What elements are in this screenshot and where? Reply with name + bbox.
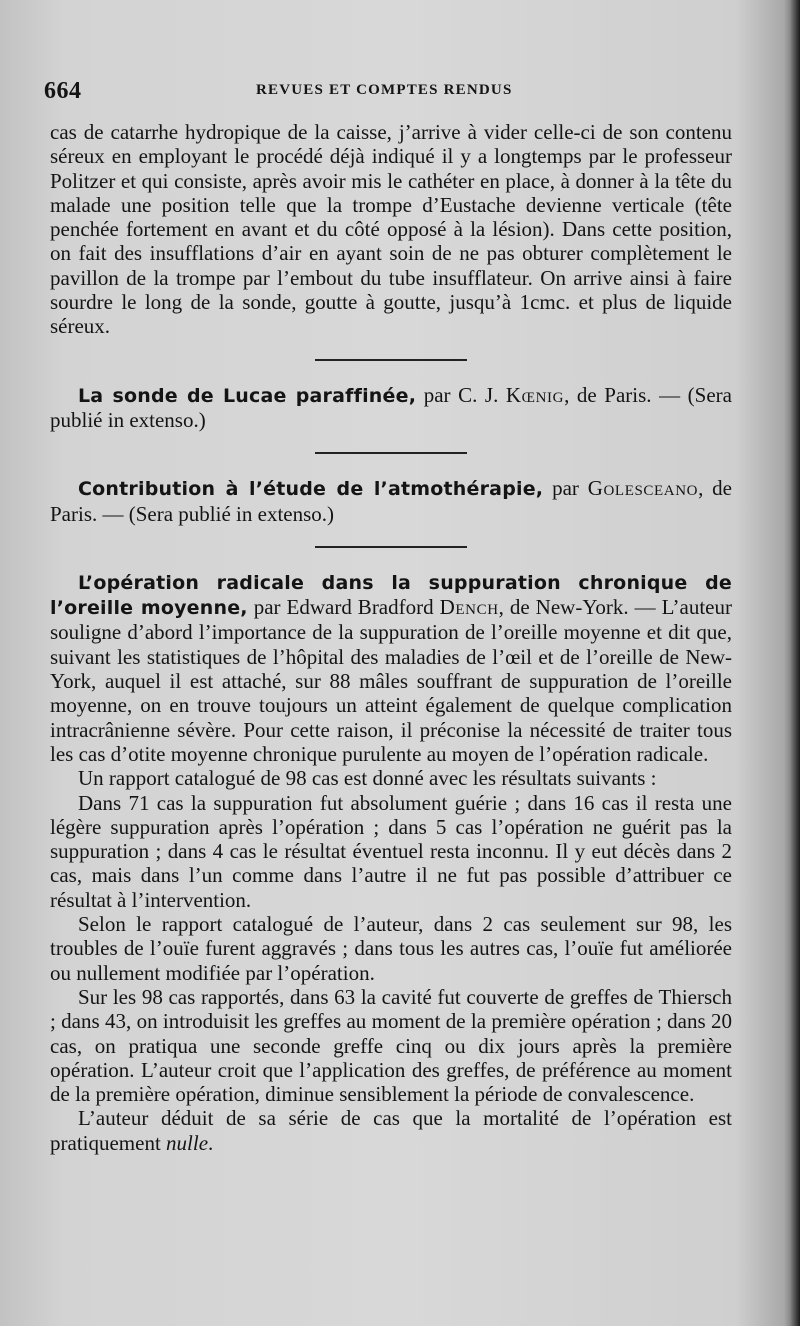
page-edge-shadow	[790, 0, 800, 1326]
entry-author: Golesceano	[587, 476, 699, 501]
entry-atmotherapie: Contribution à l’étude de l’atmothérapie, par Golesceano, de Paris. — (Sera publié in extenso.)	[50, 476, 732, 526]
paragraph-rapport: Un rapport catalogué de 98 cas est donné avec les résultats suivants :	[78, 766, 657, 791]
section-divider	[315, 359, 467, 361]
emphasis-nulle: nulle	[166, 1130, 209, 1155]
entry-operation-radicale: L’opération radicale dans la suppuration chronique de l’oreille moyenne, par Edward Bradford Dench, de New-York. — L’auteur souligne d’abord l’importance de la suppuration de l’oreille moyenne et dit que, suivant les statistiques de l’hôpital des maladies de l’œil et de l’oreille de New-York, auquel il est attaché, sur 88 mâles souffrant de suppuration de l’oreille moyenne, on en trouve toujours un atteint également de quelque complication intracrânienne sévère. Pour cette raison, il préconise la nécessité de traiter tous les cas d’otite moyenne chronique purulente au moyen de l’opération radicale.	[50, 571, 732, 766]
page-number: 664	[44, 78, 82, 104]
paragraph-mortalite: L’auteur déduit de sa série de cas que la mortalité de l’opération est pratiquement nulle.	[50, 1106, 732, 1155]
running-title: REVUES ET COMPTES RENDUS	[256, 82, 513, 98]
entry-lucae-sonde: La sonde de Lucae paraffinée, par C. J. Kœnig, de Paris. — (Sera publié in extenso.)	[50, 382, 732, 432]
paragraph-resultats: Dans 71 cas la suppuration fut absolument guérie ; dans 16 cas il resta une légère suppuration après l’opération ; dans 5 cas l’opération ne guérit pas la suppuration ; dans 4 cas le résultat éventuel resta inconnu. Il y eut décès dans 2 cas, mais dans l’un comme dans l’autre il ne fut pas possible d’attribuer ce résultat à l’intervention.	[50, 790, 732, 912]
running-header	[44, 78, 734, 108]
entry-author: Dench	[439, 595, 499, 620]
section-divider	[315, 546, 467, 548]
paragraph-ouie: Selon le rapport catalogué de l’auteur, dans 2 cas seulement sur 98, les troubles de l’ouïe furent aggravés ; dans tous les autres cas, l’ouïe fut améliorée ou nullement modifiée par l’opération.	[50, 912, 732, 985]
page-body	[50, 120, 732, 1155]
section-divider	[315, 452, 467, 454]
entry-title: L’opération radicale dans la suppuration chronique de l’oreille moyenne,	[50, 571, 732, 620]
entry-title: Contribution à l’étude de l’atmothérapie,	[78, 478, 544, 501]
entry-author: Kœnig	[505, 382, 565, 407]
paragraph-greffes: Sur les 98 cas rapportés, dans 63 la cavité fut couverte de greffes de Thiersch ; dans 43, on introduisit les greffes au moment de la première opération ; dans 20 cas, on pratiqua une seconde greffe cinq ou dix jours après la première opération. L’auteur croit que l’application des greffes, de préférence au moment de la première opération, diminue sensiblement la période de convalescence.	[50, 984, 732, 1107]
paragraph-continued: cas de catarrhe hydropique de la caisse, j’arrive à vider celle-ci de son contenu séreux en employant le procédé déjà indiqué il y a longtemps par le professeur Politzer et qui consiste, après avoir mis le cathéter en place, à donner à la tête du malade une position telle que la trompe d’Eustache devienne verticale (tête penchée fortement en avant et du côté opposé à la lésion). Dans cette position, on fait des insufflations d’air en ayant soin de ne pas obturer complètement le pavillon de la trompe par l’embout du tube insufflateur. On arrive ainsi à faire sourdre le long de la sonde, goutte à goutte, jusqu’à 1cmc. et plus de liquide séreux.	[50, 120, 732, 339]
entry-title: La sonde de Lucae paraffinée,	[78, 384, 417, 407]
